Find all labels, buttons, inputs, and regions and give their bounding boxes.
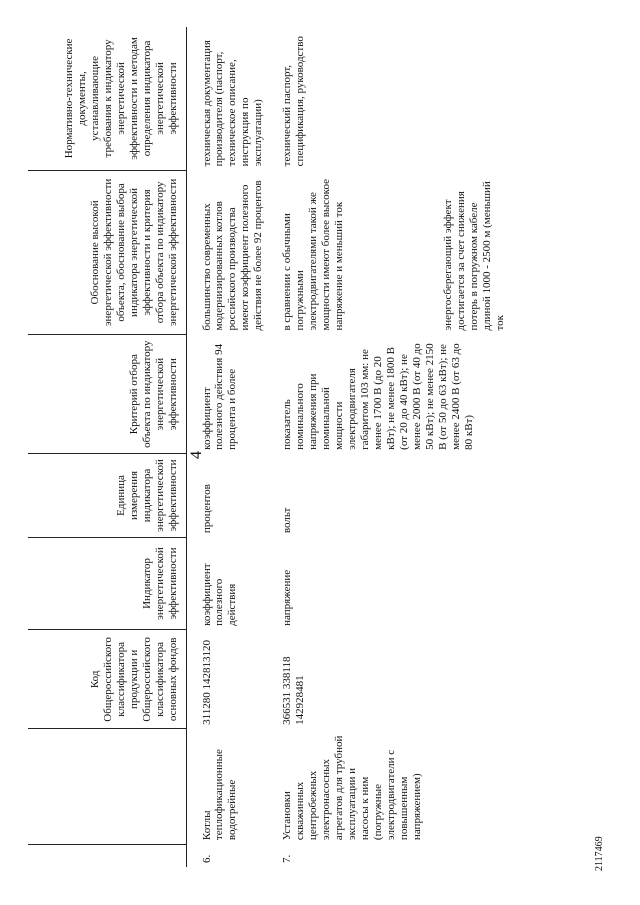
- table-body: [187, 27, 510, 867]
- header-code: Код Общероссийского классификатора продукции и Общероссийского классификатора основных фондов: [28, 630, 187, 729]
- row-docs: техническая документация производителя (паспорт, техническое описание, инструкция по эксплуатации): [200, 40, 265, 167]
- table-row: [199, 27, 268, 867]
- row-number: 6.: [200, 854, 213, 863]
- row-name: Установки скважинных центробежных электронасосных агрегатов для трубной эксплуатации и насосы к ним (погружные электродвигатели с повышенным напряжением): [281, 735, 424, 841]
- header-indicator: Индикатор энергетической эффективности: [28, 537, 187, 630]
- page-number: 4: [188, 451, 205, 459]
- row-number: 7.: [281, 854, 294, 863]
- spacer-row: [187, 27, 199, 867]
- row-docs: технический паспорт, спецификация, руководство: [281, 36, 307, 167]
- row-justification: в сравнении с обычными погружными электродвигателями такой же мощности имеют более высокое напряжение и меньший ток: [281, 179, 346, 331]
- header-unit: Единица измерения индикатора энергетической эффективности: [28, 454, 187, 537]
- spacer-row: [267, 27, 279, 867]
- row-code: 311280 142813120: [200, 639, 213, 725]
- row-criterion: коэффициент полезного действия 94 процента и более: [200, 343, 239, 450]
- header-justification: Обоснование высокой энергетической эффективности объекта, обоснование выбора индикатора энергетической эффективности и критерия отбора объекта по индикатору энергетической эффективности: [28, 170, 187, 334]
- row-unit: вольт: [281, 507, 294, 534]
- header-docs: Нормативно-технические документы, устанавливающие требования к индикатору энергетической эффективности и методам определения индикатора энергетической эффективности: [28, 27, 187, 170]
- table-row: [279, 27, 509, 867]
- row-unit: процентов: [200, 484, 213, 534]
- header-name: [28, 729, 187, 844]
- row-code: 366531 338118 142928481: [281, 656, 307, 725]
- document-id: 2117469: [594, 836, 605, 871]
- row-name: Котлы теплофикационные водогрейные: [200, 749, 239, 841]
- header-number: [28, 844, 187, 867]
- row-indicator: напряжение: [281, 569, 294, 626]
- rotated-content: [20, 27, 620, 877]
- energy-efficiency-table: [28, 27, 509, 867]
- row-justification: большинство современных модернизированных котлов российского производства имеют коэффициент полезного действия не более 92 процентов: [200, 180, 265, 331]
- row-criterion: показатель номинального напряжения при номинальной мощности электродвигателя габаритом 103 мм: не менее 1700 В (до 20 кВт); не менее 1800 В (от 20 до 40 кВт); не менее 2000 В (от 40 до 50 кВт); не менее 2150 В (от 50 до 63 кВт); не менее 2400 В (от 63 до 80 кВт): [281, 343, 475, 450]
- row-justification-cell: [279, 170, 509, 334]
- header-criterion: Критерий отбора объекта по индикатору энергетической эффективности: [28, 335, 187, 454]
- row-justification-note: энергосберегающий эффект достигается за счет снижения потерь в погружном кабеле длиной 1000 - 2500 м (меньший ток: [442, 181, 507, 331]
- table-header: [28, 27, 187, 867]
- row-indicator: коэффициент полезного действия: [200, 563, 239, 626]
